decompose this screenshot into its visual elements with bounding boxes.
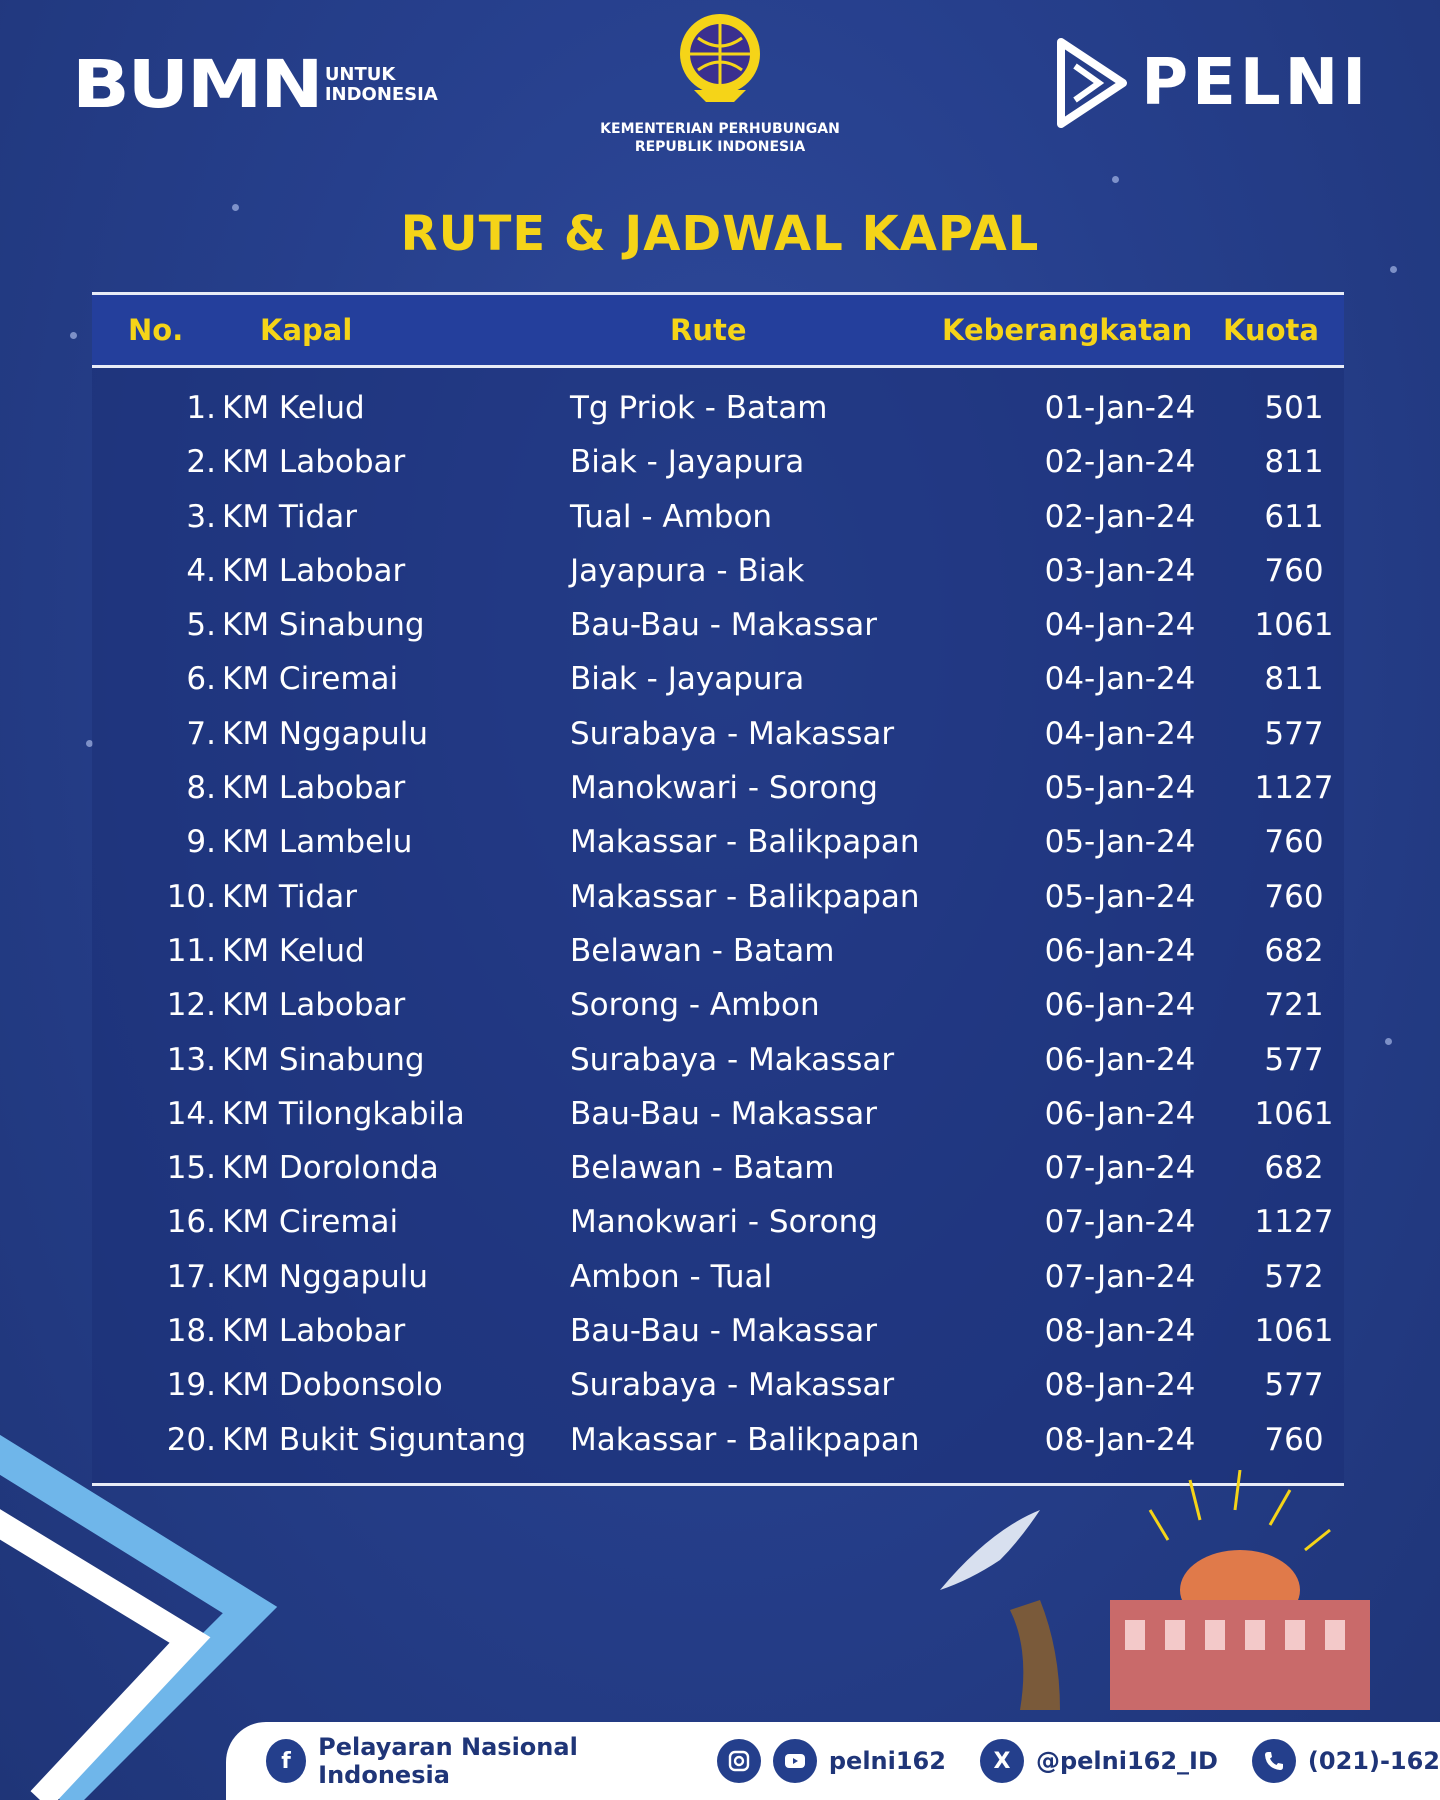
row-number: 18. (166, 1313, 216, 1350)
table-row (92, 871, 1344, 925)
ship-name: KM Kelud (222, 390, 365, 426)
departure-date: 08-Jan-24 (1044, 1313, 1196, 1350)
route: Tg Priok - Batam (570, 390, 828, 426)
route: Surabaya - Makassar (570, 1041, 895, 1078)
quota: 577 (1264, 715, 1324, 752)
departure-date: 04-Jan-24 (1044, 607, 1196, 644)
row-number: 8. (186, 770, 216, 807)
bumn-logo (72, 46, 438, 123)
bumn-tagline-line1: UNTUK (324, 64, 396, 85)
ministry-logo (560, 10, 880, 156)
ship-name: KM Nggapulu (222, 715, 429, 752)
ship-name: KM Ciremai (222, 661, 399, 698)
departure-date: 07-Jan-24 (1044, 1204, 1196, 1241)
ship-name: KM Dorolonda (222, 1150, 439, 1187)
departure-date: 04-Jan-24 (1044, 661, 1196, 698)
table-header (92, 292, 1344, 368)
page-title: RUTE & JADWAL KAPAL (400, 206, 1040, 262)
route: Biak - Jayapura (570, 444, 805, 481)
route: Makassar - Balikpapan (570, 878, 920, 915)
schedule-table (92, 292, 1344, 1486)
quota: 1127 (1254, 770, 1334, 807)
x-icon: X (980, 1739, 1024, 1783)
row-number: 5. (186, 607, 216, 644)
row-number: 4. (186, 552, 216, 589)
route: Bau-Bau - Makassar (570, 1313, 877, 1350)
row-number: 10. (166, 878, 216, 915)
instagram-youtube-link[interactable] (717, 1739, 946, 1783)
ship-name: KM Sinabung (222, 607, 425, 644)
bumn-tagline (325, 65, 438, 105)
footer-bar (226, 1722, 1440, 1800)
table-row (92, 1142, 1344, 1196)
quota: 760 (1264, 552, 1324, 589)
route: Manokwari - Sorong (570, 770, 878, 807)
instagram-icon (717, 1739, 761, 1783)
column-header-rute: Rute (670, 313, 747, 347)
table-row (92, 708, 1344, 762)
ship-name: KM Dobonsolo (222, 1367, 443, 1404)
row-number: 7. (186, 715, 216, 752)
column-header-no: No. (128, 313, 184, 347)
route: Biak - Jayapura (570, 661, 805, 698)
monument-illustration-icon (910, 1470, 1410, 1730)
route: Makassar - Balikpapan (570, 1421, 920, 1458)
route: Jayapura - Biak (570, 552, 805, 589)
route: Belawan - Batam (570, 1150, 835, 1187)
departure-date: 07-Jan-24 (1044, 1150, 1196, 1187)
phone-icon (1252, 1739, 1296, 1783)
table-row (92, 491, 1344, 545)
row-number: 19. (166, 1367, 216, 1404)
table-row (92, 1305, 1344, 1359)
column-header-keberangkatan: Keberangkatan (942, 313, 1193, 347)
departure-date: 06-Jan-24 (1044, 932, 1196, 969)
row-number: 20. (166, 1421, 216, 1458)
departure-date: 07-Jan-24 (1044, 1258, 1196, 1295)
quota: 760 (1264, 1421, 1324, 1458)
quota: 1061 (1254, 1313, 1334, 1350)
departure-date: 08-Jan-24 (1044, 1421, 1196, 1458)
table-row (92, 925, 1344, 979)
x-link[interactable] (980, 1739, 1218, 1783)
ship-name: KM Sinabung (222, 1041, 425, 1078)
ship-name: KM Labobar (222, 552, 406, 589)
departure-date: 06-Jan-24 (1044, 1041, 1196, 1078)
pelni-logo (1057, 38, 1370, 128)
quota: 760 (1264, 878, 1324, 915)
decor-dot (1385, 1038, 1392, 1045)
row-number: 14. (166, 1095, 216, 1132)
quota: 682 (1264, 1150, 1324, 1187)
row-number: 2. (186, 444, 216, 481)
pelni-logo-text: PELNI (1141, 46, 1370, 120)
departure-date: 05-Jan-24 (1044, 824, 1196, 861)
table-row (92, 382, 1344, 436)
route: Sorong - Ambon (570, 987, 820, 1024)
facebook-icon: f (266, 1739, 306, 1783)
quota: 811 (1264, 661, 1324, 698)
row-number: 11. (166, 932, 216, 969)
departure-date: 01-Jan-24 (1044, 390, 1196, 426)
decor-dot (1390, 266, 1397, 273)
table-row (92, 1034, 1344, 1088)
route: Manokwari - Sorong (570, 1204, 878, 1241)
ship-name: KM Tidar (222, 498, 357, 535)
phone-link[interactable] (1252, 1739, 1440, 1783)
departure-date: 05-Jan-24 (1044, 878, 1196, 915)
ship-name: KM Kelud (222, 932, 365, 969)
quota: 1061 (1254, 607, 1334, 644)
table-row (92, 762, 1344, 816)
route: Ambon - Tual (570, 1258, 773, 1295)
ship-name: KM Labobar (222, 987, 406, 1024)
ship-name: KM Tidar (222, 878, 357, 915)
quota: 721 (1264, 987, 1324, 1024)
row-number: 3. (186, 498, 216, 535)
route: Bau-Bau - Makassar (570, 607, 877, 644)
quota: 577 (1264, 1367, 1324, 1404)
table-body (92, 382, 1344, 1468)
ship-name: KM Labobar (222, 444, 406, 481)
column-header-kuota: Kuota (1223, 313, 1319, 347)
route: Surabaya - Makassar (570, 715, 895, 752)
quota: 577 (1264, 1041, 1324, 1078)
column-header-kapal: Kapal (260, 313, 353, 347)
instagram-youtube-label: pelni162 (828, 1747, 946, 1775)
ship-name: KM Ciremai (222, 1204, 399, 1241)
ship-name: KM Labobar (222, 1313, 406, 1350)
quota: 611 (1264, 498, 1324, 535)
route: Surabaya - Makassar (570, 1367, 895, 1404)
row-number: 1. (186, 390, 216, 426)
table-row (92, 436, 1344, 490)
ministry-emblem-icon (674, 10, 766, 106)
decor-dot (70, 332, 77, 339)
facebook-link[interactable] (266, 1733, 683, 1789)
table-row (92, 979, 1344, 1033)
quota: 1061 (1254, 1095, 1334, 1132)
row-number: 6. (186, 661, 216, 698)
quota: 682 (1264, 932, 1324, 969)
quota: 572 (1264, 1258, 1324, 1295)
quota: 760 (1264, 824, 1324, 861)
row-number: 17. (166, 1258, 216, 1295)
departure-date: 06-Jan-24 (1044, 987, 1196, 1024)
ship-name: KM Bukit Siguntang (222, 1421, 527, 1458)
ministry-line1: KEMENTERIAN PERHUBUNGAN (600, 121, 840, 137)
departure-date: 08-Jan-24 (1044, 1367, 1196, 1404)
table-row (92, 599, 1344, 653)
departure-date: 05-Jan-24 (1044, 770, 1196, 807)
route: Bau-Bau - Makassar (570, 1095, 877, 1132)
table-row (92, 1196, 1344, 1250)
ship-name: KM Labobar (222, 770, 406, 807)
quota: 811 (1264, 444, 1324, 481)
table-row (92, 653, 1344, 707)
row-number: 9. (186, 824, 216, 861)
table-row (92, 545, 1344, 599)
route: Belawan - Batam (570, 932, 835, 969)
route: Makassar - Balikpapan (570, 824, 920, 861)
table-row (92, 1251, 1344, 1305)
ministry-line2: REPUBLIK INDONESIA (634, 139, 806, 155)
quota: 501 (1264, 390, 1324, 426)
departure-date: 06-Jan-24 (1044, 1095, 1196, 1132)
phone-label: (021)-162 (1307, 1747, 1440, 1775)
row-number: 13. (166, 1041, 216, 1078)
facebook-label: Pelayaran Nasional Indonesia (318, 1733, 578, 1789)
departure-date: 02-Jan-24 (1044, 444, 1196, 481)
ship-name: KM Lambelu (222, 824, 413, 861)
route: Tual - Ambon (570, 498, 773, 535)
table-row (92, 816, 1344, 870)
departure-date: 03-Jan-24 (1044, 552, 1196, 589)
ship-name: KM Nggapulu (222, 1258, 429, 1295)
table-row (92, 1088, 1344, 1142)
bumn-tagline-line2: INDONESIA (324, 84, 438, 105)
departure-date: 04-Jan-24 (1044, 715, 1196, 752)
row-number: 12. (166, 987, 216, 1024)
pelni-mark-icon (1057, 38, 1127, 128)
quota: 1127 (1254, 1204, 1334, 1241)
bumn-logo-text: BUMN (72, 46, 322, 123)
departure-date: 02-Jan-24 (1044, 498, 1196, 535)
ship-name: KM Tilongkabila (222, 1095, 465, 1132)
row-number: 15. (166, 1150, 216, 1187)
decor-dot (1112, 176, 1119, 183)
row-number: 16. (166, 1204, 216, 1241)
x-label: @pelni162_ID (1035, 1747, 1218, 1775)
youtube-icon (773, 1739, 817, 1783)
